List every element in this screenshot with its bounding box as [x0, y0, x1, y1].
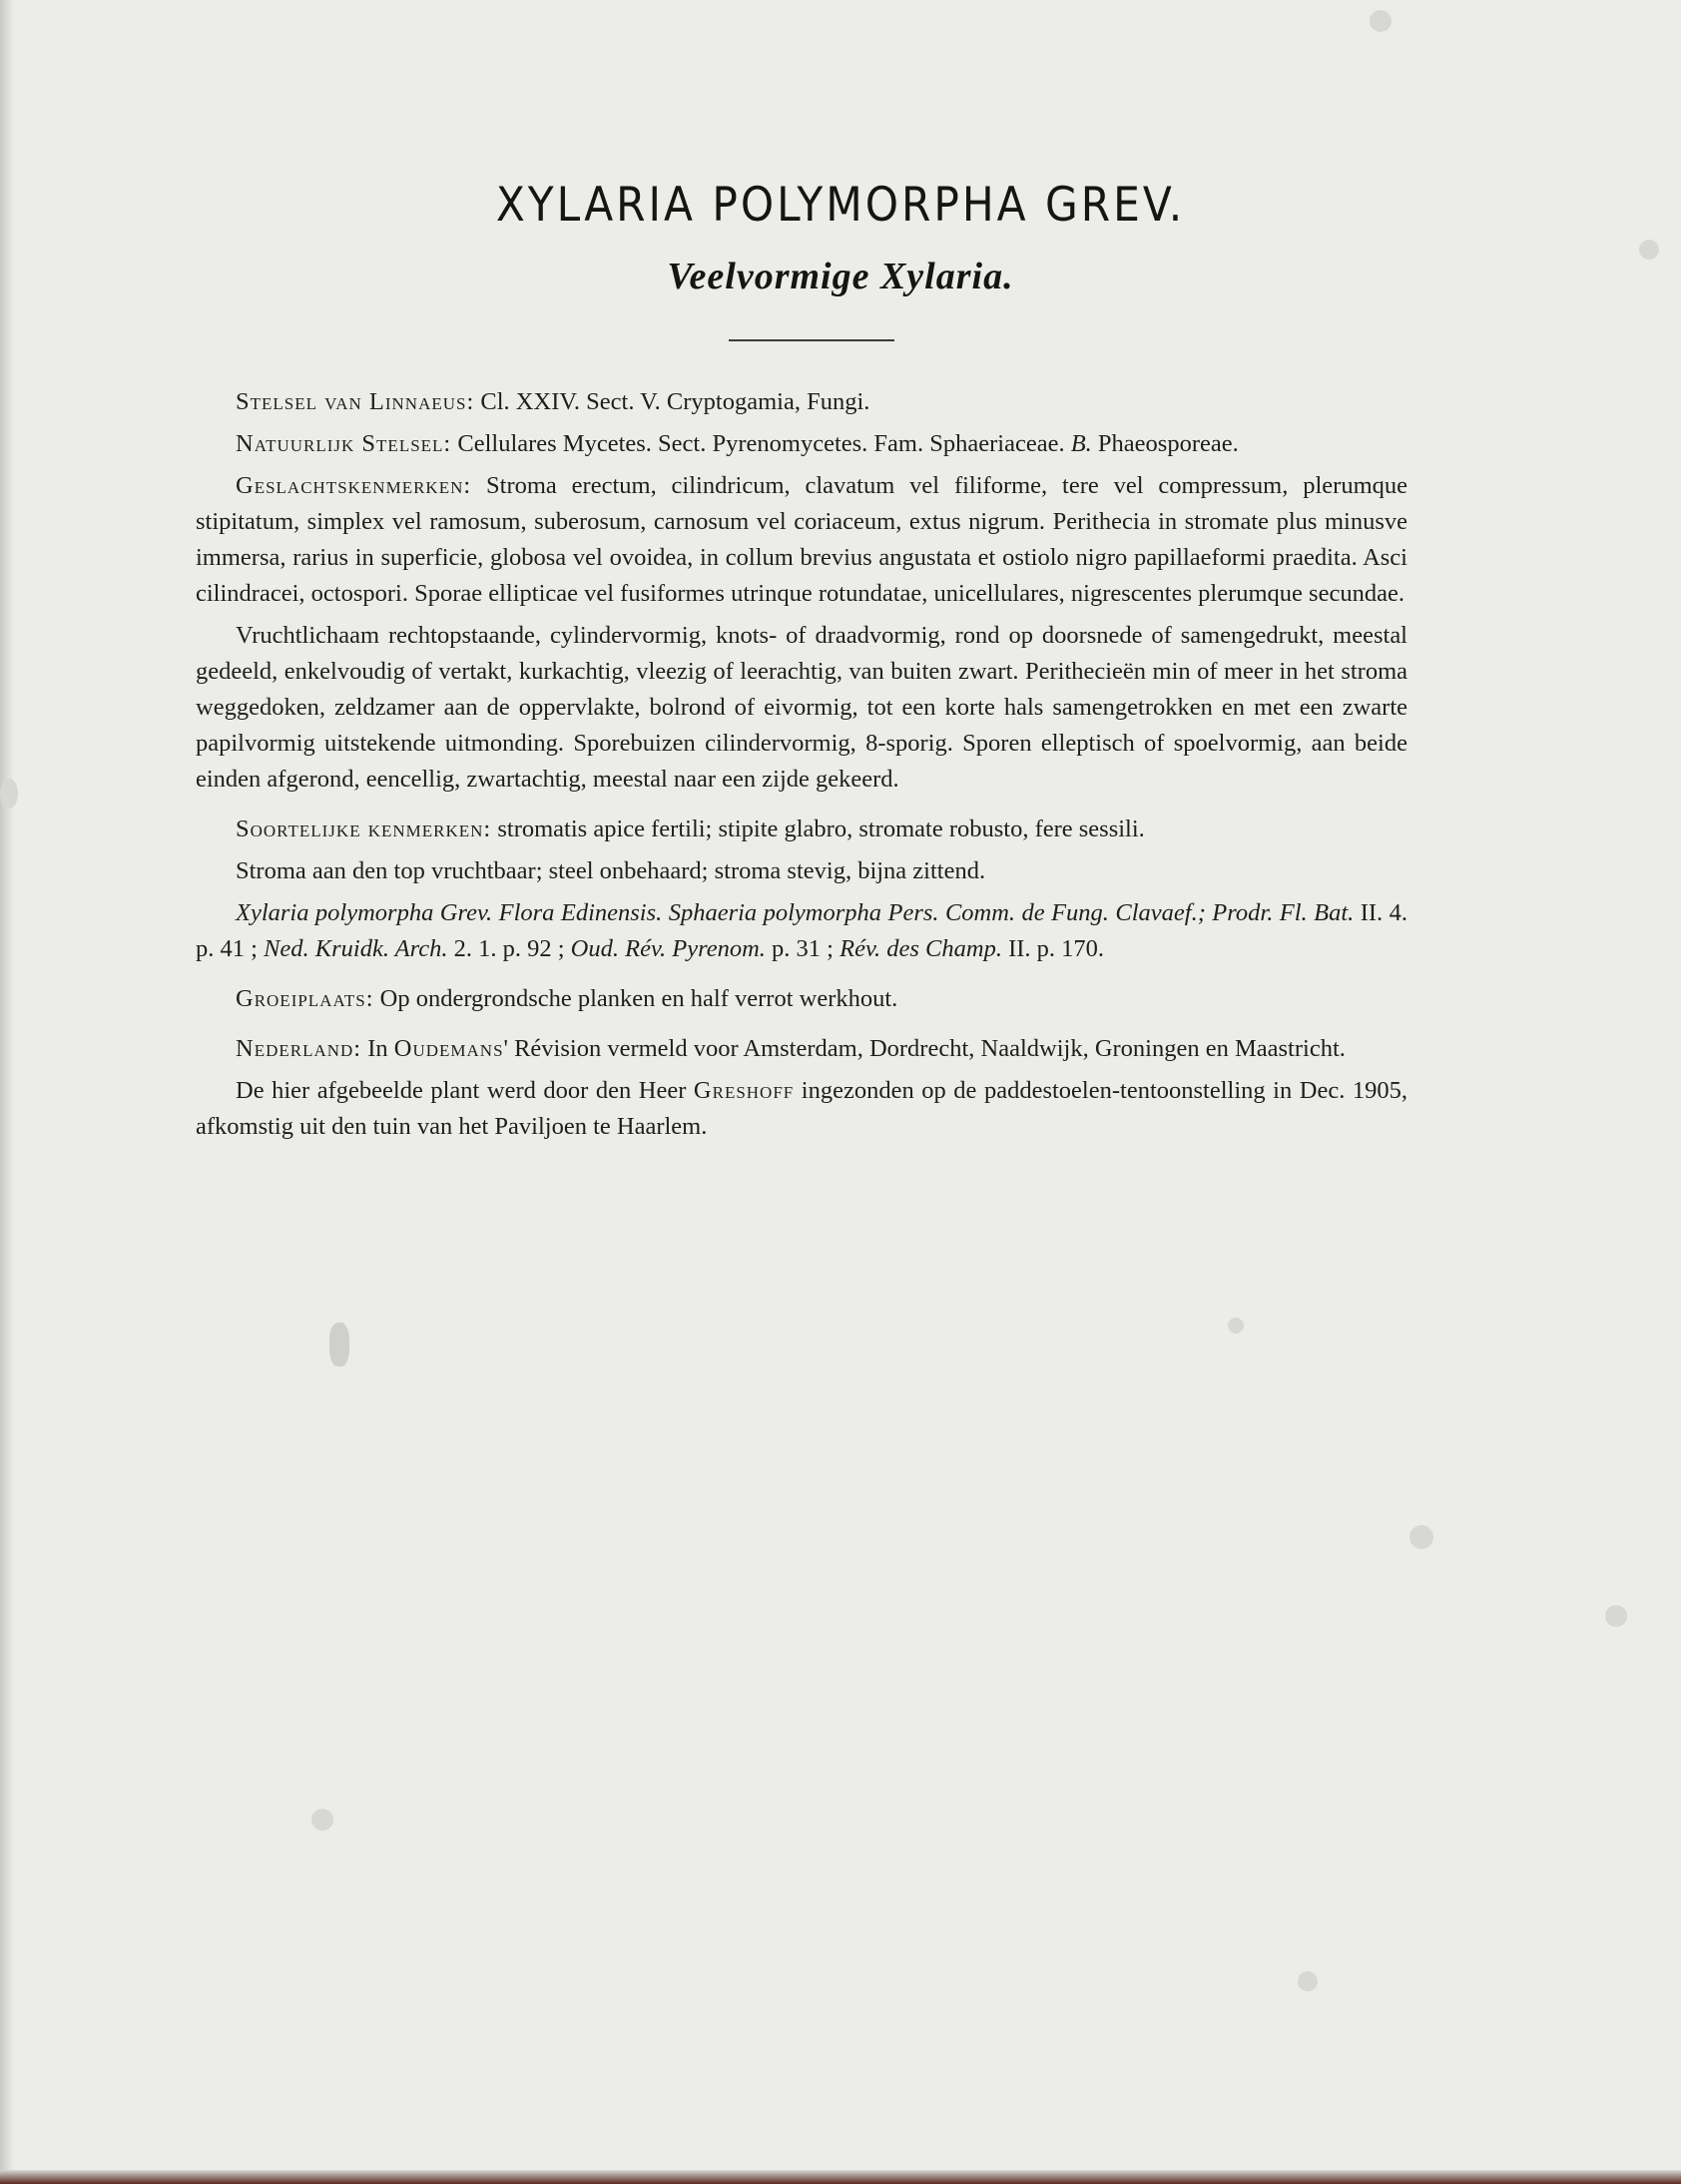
foxing-spot [1605, 1605, 1627, 1627]
nederland-text-1: In [361, 1035, 394, 1062]
reference-1: Xylaria polymorpha Grev. Flora Edinensis. Sphaeria polymorpha Pers. Comm. de Fung. Clavaef.; Prodr. Fl. Bat. [236, 899, 1355, 926]
reference-2: Ned. Kruidk. Arch. [264, 935, 448, 962]
natuurlijk-paragraph [196, 426, 1407, 462]
reference-text-4: II. p. 170. [1001, 935, 1105, 962]
page-title: XYLARIA POLYMORPHA GREV. [495, 178, 1186, 233]
foxing-spot [1409, 1525, 1433, 1549]
geslacht-dutch-paragraph: Vruchtlichaam rechtopstaande, cylindervormig, knots- of draadvormig, rond op doorsnede of samengedrukt, meestal gedeeld, enkelvoudig of vertakt, kurkachtig, vleezig of leerachtig, van buiten zwart. Perithecieën min of meer in het stroma weggedoken, zeldzamer aan de oppervlakte, bolrond of eivormig, tot een korte hals samengetrokken en met een zwarte papilvormig uitstekende uitmonding. Sporebuizen cilindervormig, 8-sporig. Sporen elleptisch of spoelvormig, aan beide einden afgerond, eencellig, zwartachtig, meestal naar een zijde gekeerd. [196, 622, 1407, 793]
geslacht-paragraph [196, 468, 1407, 612]
foxing-spot [1298, 1971, 1318, 1991]
geslacht-label: Geslachtskenmerken: [236, 472, 472, 499]
page-subtitle: Veelvormige Xylaria. [667, 256, 1014, 297]
foxing-spot [1228, 1318, 1244, 1334]
document-body [196, 384, 1407, 1151]
natuurlijk-italic: B. [1070, 430, 1092, 457]
reference-text-1: II. 4. p. 41 ; [196, 899, 1407, 962]
groeiplaats-label: Groeiplaats: [236, 985, 374, 1012]
natuurlijk-text: Cellulares Mycetes. Sect. Pyrenomycetes. Fam. Sphaeriaceae. [451, 430, 1071, 457]
note-text-1: De hier afgebeelde plant werd door den Heer [236, 1077, 694, 1104]
reference-3: Oud. Rév. Pyrenom. [570, 935, 766, 962]
title-divider [729, 339, 894, 341]
groeiplaats-text: Op ondergrondsche planken en half verrot werkhout. [373, 985, 898, 1012]
linnaeus-text: Cl. XXIV. Sect. V. Cryptogamia, Fungi. [474, 388, 870, 415]
page-edge-shadow [0, 0, 14, 2184]
oudemans-name: Oudemans [393, 1035, 504, 1062]
soort-paragraph [196, 812, 1407, 847]
linnaeus-paragraph [196, 384, 1407, 420]
foxing-spot [311, 1809, 333, 1831]
note-paragraph [196, 1073, 1407, 1145]
natuurlijk-text2: Phaeosporeae. [1091, 430, 1239, 457]
natuurlijk-label: Natuurlijk Stelsel: [236, 430, 452, 457]
soort-label: Soortelijke kenmerken: [236, 816, 492, 842]
foxing-spot [329, 1323, 349, 1366]
nederland-paragraph [196, 1031, 1407, 1067]
references-paragraph [196, 895, 1407, 967]
nederland-text-2: ' Révision vermeld voor Amsterdam, Dordrecht, Naaldwijk, Groningen en Maastricht. [503, 1035, 1346, 1062]
soort-dutch-paragraph: Stroma aan den top vruchtbaar; steel onbehaard; stroma stevig, bijna zittend. [236, 857, 986, 884]
linnaeus-label: Stelsel van Linnaeus: [236, 388, 475, 415]
greshoff-name: Greshoff [693, 1077, 795, 1104]
page-bottom-edge [0, 2170, 1681, 2184]
note-text-2: ingezonden op de paddestoelen-tentoonstelling in Dec. 1905, afkomstig uit den tuin van het Paviljoen te Haarlem. [196, 1077, 1408, 1140]
nederland-label: Nederland: [236, 1035, 362, 1062]
groeiplaats-paragraph [196, 981, 1407, 1017]
reference-4: Rév. des Champ. [840, 935, 1002, 962]
foxing-spot [0, 779, 18, 809]
soort-latin: stromatis apice fertili; stipite glabro, stromate robusto, fere sessili. [491, 816, 1145, 842]
foxing-spot [1370, 10, 1392, 32]
reference-text-3: p. 31 ; [765, 935, 840, 962]
reference-text-2: 2. 1. p. 92 ; [447, 935, 571, 962]
geslacht-latin: Stroma erectum, cilindricum, clavatum vel filiforme, tere vel compressum, plerumque stipitatum, simplex vel ramosum, suberosum, carnosum vel coriaceum, extus nigrum. Perithecia in stromate plus minusve immersa, rarius in superficie, globosa vel ovoidea, in collum brevius angustata et ostiolo nigro papillaeformi praedita. Asci cilindracei, octospori. Sporae ellipticae vel fusiformes utrinque rotundatae, unicellulares, nigrescentes plerumque secundae. [196, 472, 1407, 607]
